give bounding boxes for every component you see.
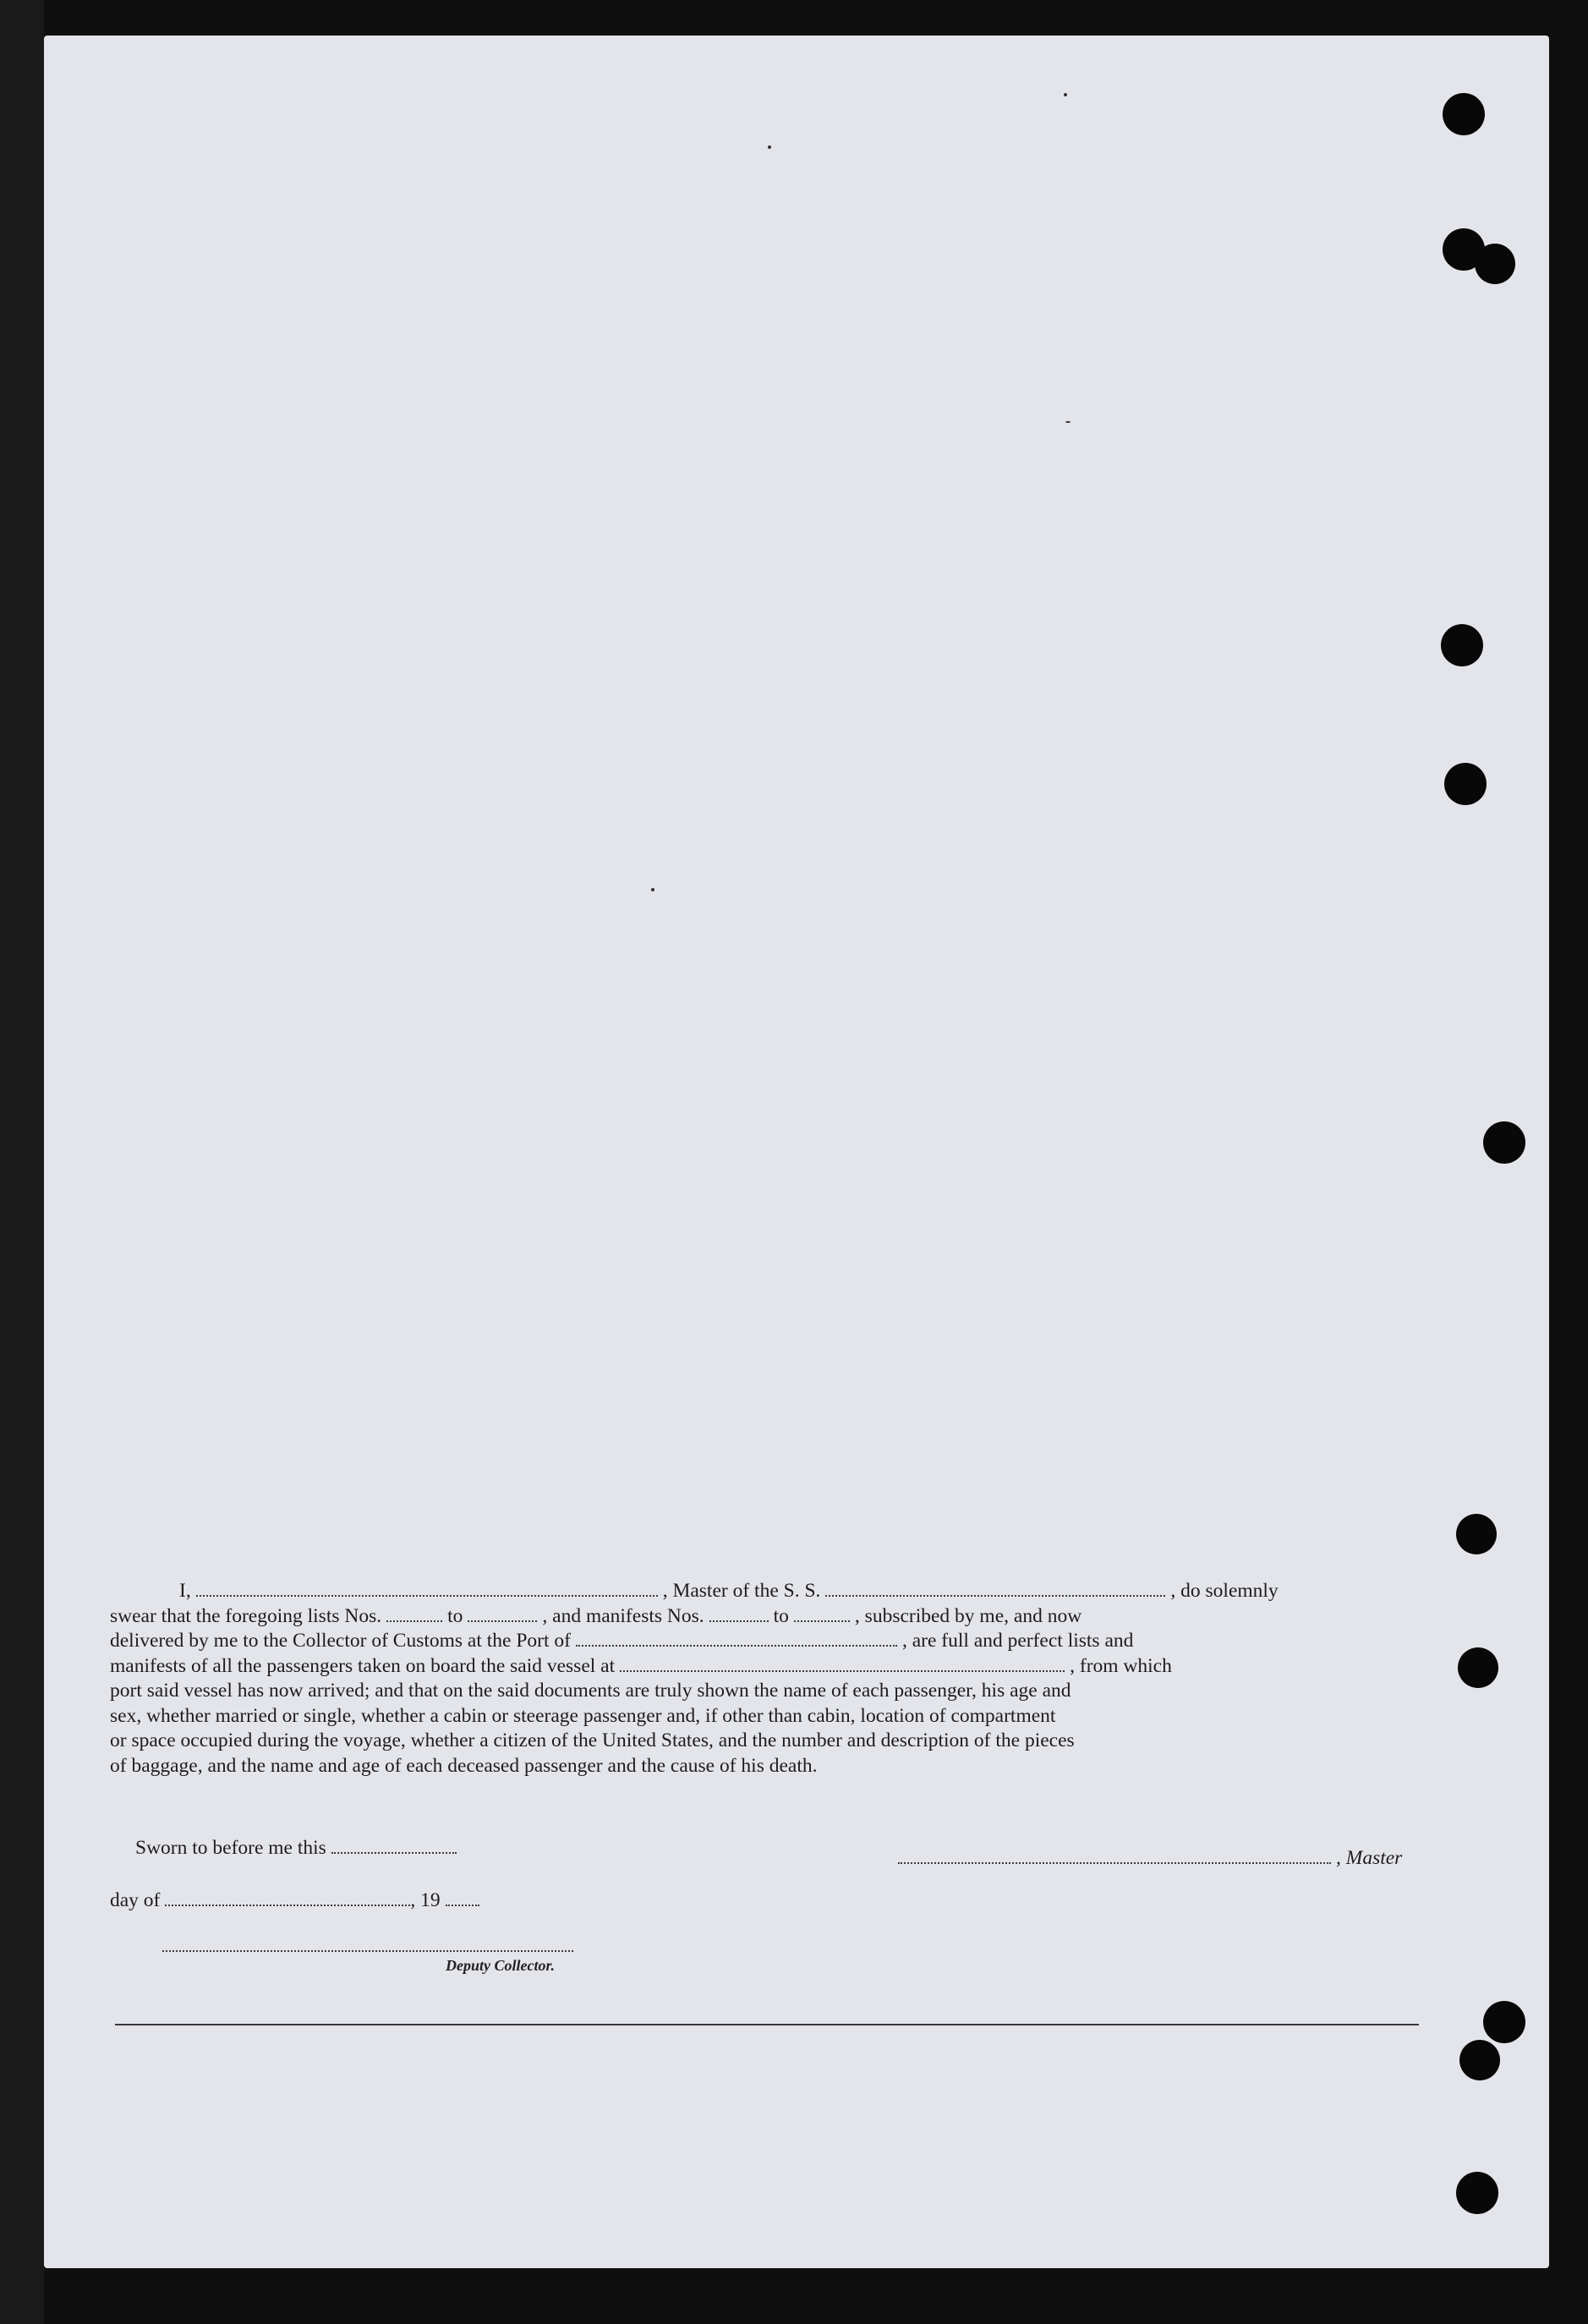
- oath-text: swear that the foregoing lists Nos.: [110, 1604, 382, 1627]
- scan-speck: [1064, 93, 1067, 96]
- blank-vessel-name[interactable]: [825, 1595, 1165, 1597]
- master-oath-paragraph: [110, 1579, 1426, 1779]
- master-signature-line: [893, 1847, 1402, 1870]
- oath-text: to: [773, 1604, 789, 1627]
- oath-text: port said vessel has now arrived; and that on the said documents are truly shown the name of each passenger, his age and: [110, 1680, 1071, 1702]
- oath-line: [110, 1679, 1426, 1704]
- sworn-text: Sworn to before me this: [135, 1837, 326, 1859]
- oath-text: to: [447, 1604, 463, 1627]
- oath-text: , from which: [1070, 1654, 1172, 1677]
- binder-hole: [1444, 763, 1487, 805]
- oath-text: sex, whether married or single, whether a cabin or steerage passenger and, if other than cabin, location of compartment: [110, 1704, 1056, 1727]
- oath-text: manifests of all the passengers taken on board the said vessel at: [110, 1654, 616, 1677]
- blank-master-signature[interactable]: [898, 1862, 1331, 1864]
- deputy-collector-signature: [162, 1950, 573, 1975]
- blank-master-name[interactable]: [196, 1595, 658, 1597]
- master-label: , Master: [1336, 1847, 1403, 1869]
- oath-line: [110, 1704, 1426, 1729]
- blank-list-from[interactable]: [386, 1620, 442, 1622]
- binder-hole: [1475, 244, 1515, 284]
- blank-manifest-to[interactable]: [794, 1620, 850, 1622]
- binder-hole: [1441, 624, 1483, 666]
- blank-deputy-signature[interactable]: [162, 1950, 573, 1952]
- scan-speck: [651, 888, 654, 891]
- oath-line: [110, 1604, 1426, 1630]
- blank-month[interactable]: [165, 1905, 410, 1906]
- oath-line: [110, 1629, 1426, 1654]
- oath-text: , subscribed by me, and now: [854, 1604, 1082, 1627]
- blank-sworn-day[interactable]: [331, 1852, 457, 1854]
- blank-port-of-departure[interactable]: [620, 1670, 1065, 1672]
- binder-hole: [1458, 1647, 1498, 1688]
- blank-year[interactable]: [446, 1905, 479, 1906]
- oath-text: , are full and perfect lists and: [901, 1630, 1134, 1652]
- day-of-text: day of: [110, 1889, 161, 1911]
- oath-text: I,: [179, 1580, 191, 1602]
- oath-text: or space occupied during the voyage, whether a citizen of the United States, and the number and description of the pieces: [110, 1729, 1075, 1751]
- deputy-collector-label: Deputy Collector.: [446, 1957, 555, 1974]
- oath-text: , Master of the S. S.: [662, 1580, 821, 1602]
- binder-hole: [1483, 2001, 1525, 2043]
- blank-list-to[interactable]: [468, 1620, 537, 1622]
- oath-text: of baggage, and the name and age of each deceased passenger and the cause of his death.: [110, 1754, 818, 1777]
- oath-text: delivered by me to the Collector of Customs at the Port of: [110, 1630, 571, 1652]
- oath-line: [110, 1654, 1426, 1680]
- manifest-page: [44, 36, 1549, 2268]
- oath-text: , and manifests Nos.: [542, 1604, 704, 1627]
- oath-text: , do solemnly: [1170, 1580, 1279, 1602]
- binder-hole: [1443, 93, 1485, 135]
- year-prefix: , 19: [410, 1889, 441, 1911]
- bottom-divider-line: [115, 2024, 1419, 2025]
- day-of-line: [110, 1889, 485, 1912]
- oath-line: [110, 1729, 1426, 1754]
- blank-port-of-arrival[interactable]: [576, 1645, 897, 1647]
- binder-hole: [1456, 1514, 1497, 1554]
- scan-speck: [1065, 421, 1071, 423]
- binder-hole: [1483, 1121, 1525, 1164]
- binder-hole: [1459, 2040, 1500, 2080]
- oath-line: [110, 1579, 1426, 1604]
- scanner-edge-left: [0, 0, 44, 2324]
- blank-manifest-from[interactable]: [709, 1620, 769, 1622]
- binder-hole: [1456, 2172, 1498, 2214]
- sworn-before-line: [135, 1837, 462, 1860]
- scan-speck: [768, 145, 771, 149]
- oath-line: [110, 1754, 1426, 1779]
